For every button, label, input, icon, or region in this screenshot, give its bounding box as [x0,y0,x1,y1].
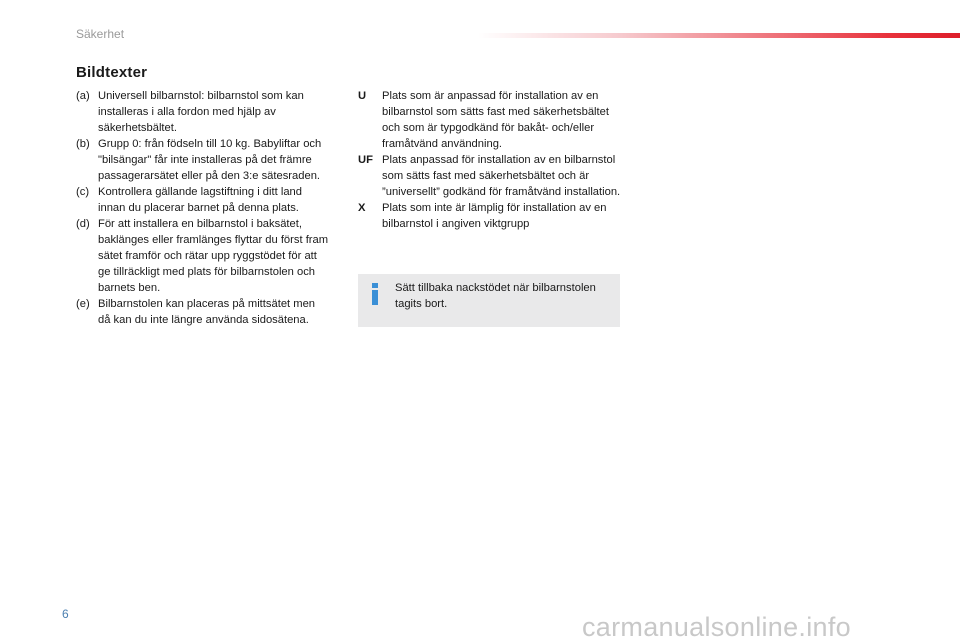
caption-key: (b) [76,138,90,150]
caption-key: (a) [76,90,90,102]
caption-key: (d) [76,218,90,230]
caption-text: Bilbarnstolen kan placeras på mittsätet men då kan du inte längre använda sidosätena. [98,298,316,326]
caption-text: Universell bilbarnstol: bilbarnstol som kan installeras i alla fordon med hjälp av säkerhetsbältet. [98,90,304,134]
caption-key: (c) [76,186,90,198]
caption-text: Plats som inte är lämplig för installation av en bilbarnstol i angiven viktgrupp [382,202,607,230]
caption-list-left [76,88,330,328]
caption-entry-d [76,216,330,296]
caption-entry-u [358,88,622,152]
info-note-text: Sätt tillbaka nackstödet när bilbarnstolen tagits bort. [395,282,596,310]
caption-entry-x [358,200,622,232]
caption-entry-e [76,296,330,328]
caption-text: För att installera en bilbarnstol i baksätet, baklänges eller framlänges flyttar du först fram sätet framför och rätar upp ryggstödet för att ge tillräckligt med plats för bilbarnstolen och barnets ben. [98,218,329,294]
caption-key: (e) [76,298,90,310]
caption-text: Kontrollera gällande lagstiftning i ditt land innan du placerar barnet på denna plats. [98,186,302,214]
caption-text: Plats som är anpassad för installation av en bilbarnstol som sätts fast med säkerhetsbältet och som är typgodkänd för bakåt- och/eller framåtvänd användning. [382,90,609,150]
section-label: Säkerhet [76,27,125,41]
caption-text: Grupp 0: från födseln till 10 kg. Babyliftar och "bilsängar" får inte installeras på det främre passagerarsätet eller på den 3:e sätesraden. [98,138,322,182]
caption-entry-b [76,136,330,184]
caption-key: UF [358,154,373,166]
caption-entry-c [76,184,330,216]
caption-key: U [358,90,367,102]
caption-entry-uf [358,152,622,200]
caption-key: X [358,202,366,214]
info-icon [370,283,380,305]
page-number: 6 [62,607,69,621]
header-rule [478,33,960,38]
watermark: carmanualsonline.info [582,612,851,642]
caption-list-right [358,88,622,232]
info-note [358,274,620,327]
caption-entry-a [76,88,330,136]
caption-text: Plats anpassad för installation av en bilbarnstol som sätts fast med säkerhetsbältet och är ”universellt” godkänd för framåtvänd installation. [382,154,621,198]
page-heading: Bildtexter [76,64,148,81]
